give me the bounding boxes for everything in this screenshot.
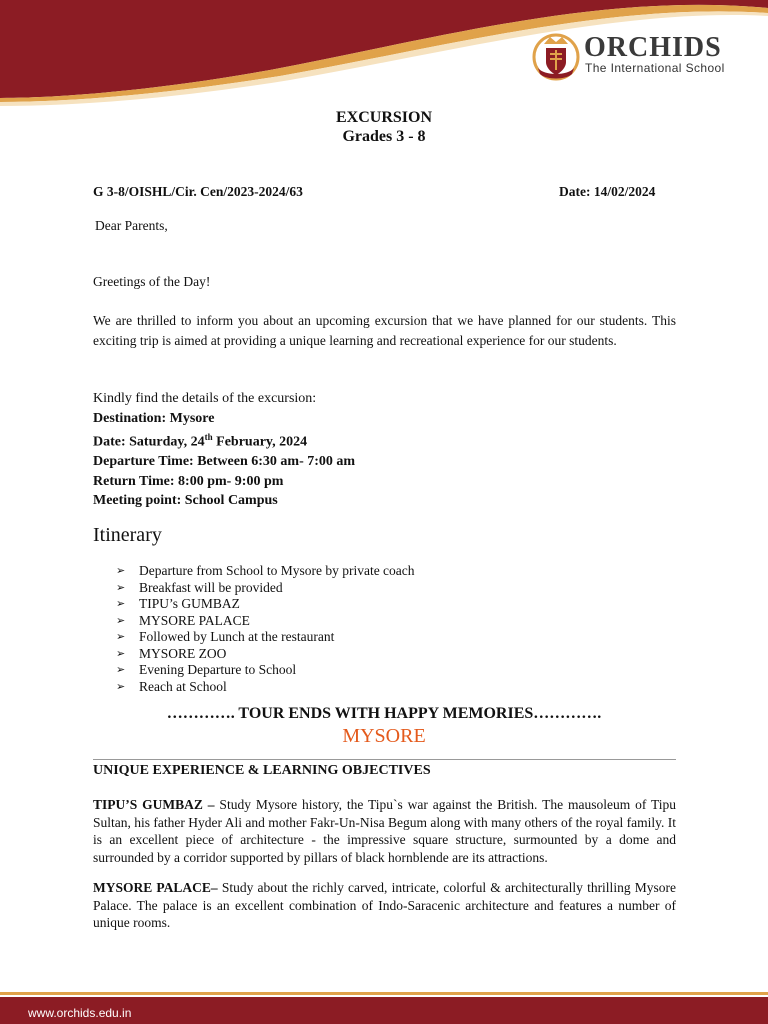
list-item: ➢ TIPU’s GUMBAZ <box>116 596 240 611</box>
website-link[interactable]: www.orchids.edu.in <box>28 1006 132 1020</box>
excursion-details <box>93 389 355 511</box>
greeting: Greetings of the Day! <box>93 274 211 289</box>
page-subtitle: Grades 3 - 8 <box>342 128 426 145</box>
salutation: Dear Parents, <box>95 218 168 233</box>
intro-paragraph: We are thrilled to inform you about an upcoming excursion that we have planned for our students. This exciting trip is aimed at providing a unique learning and recreational experience for our students. <box>93 313 676 348</box>
tipu-gumbaz-paragraph: TIPU’S GUMBAZ – Study Mysore history, the Tipu`s war against the British. The mausoleum of Tipu Sultan, his father Hyder Ali and mother Fakr-Un-Nisa Begum along with many others of the royal family. It is an excellent piece of architecture - the impressive square structure, surmounted by a dome and surrounded by a corridor supported by pillars of black hornblende are its attractions. <box>93 797 676 865</box>
list-item: ➢ MYSORE PALACE <box>116 612 250 628</box>
itinerary-list <box>116 563 415 695</box>
divider <box>93 759 676 760</box>
arrow-bullet-icon: ➢ <box>116 598 126 610</box>
circular-date: Date: 14/02/2024 <box>559 184 656 199</box>
circular-reference: G 3-8/OISHL/Cir. Cen/2023-2024/63 <box>93 184 303 199</box>
detail-date: Date: Saturday, 24th February, 2024 <box>93 432 308 450</box>
list-item: ➢ Breakfast will be provided <box>116 579 283 595</box>
detail-departure-time: Departure Time: Between 6:30 am- 7:00 am <box>93 454 356 470</box>
arrow-bullet-icon: ➢ <box>116 664 126 676</box>
objectives-heading: UNIQUE EXPERIENCE & LEARNING OBJECTIVES <box>93 763 431 778</box>
arrow-bullet-icon: ➢ <box>116 680 126 693</box>
mysore-heading: MYSORE <box>342 725 426 747</box>
details-intro: Kindly find the details of the excursion: <box>93 391 317 406</box>
arrow-bullet-icon: ➢ <box>116 614 126 627</box>
detail-return-time: Return Time: 8:00 pm- 9:00 pm <box>93 473 284 489</box>
arrow-bullet-icon: ➢ <box>116 581 126 594</box>
detail-meeting-point: Meeting point: School Campus <box>93 493 278 509</box>
page-title: EXCURSION <box>335 109 432 126</box>
mysore-palace-paragraph: MYSORE PALACE– Study about the richly carved, intricate, colorful & architecturally thrilling Mysore Palace. The palace is an excellent combination of Indo-Saracenic architecture and features a number of unique rooms. <box>93 880 676 930</box>
list-item: ➢ Departure from School to Mysore by private coach <box>116 563 415 578</box>
list-item: ➢ Evening Departure to School <box>116 662 297 677</box>
list-item: ➢ Reach at School <box>116 678 227 694</box>
logo-brand-name: ORCHIDS <box>584 32 722 63</box>
tour-ends-banner: …………. TOUR ENDS WITH HAPPY MEMORIES…………. <box>166 705 602 722</box>
arrow-bullet-icon: ➢ <box>116 631 126 643</box>
arrow-bullet-icon: ➢ <box>116 565 126 577</box>
arrow-bullet-icon: ➢ <box>116 647 126 660</box>
list-item: ➢ Followed by Lunch at the restaurant <box>116 629 335 644</box>
list-item: ➢ MYSORE ZOO <box>116 645 227 661</box>
school-logo <box>530 30 740 82</box>
school-crest-icon <box>530 30 582 82</box>
detail-destination: Destination: Mysore <box>93 410 215 426</box>
logo-tagline: The International School <box>585 61 725 75</box>
itinerary-heading: Itinerary <box>93 524 162 546</box>
